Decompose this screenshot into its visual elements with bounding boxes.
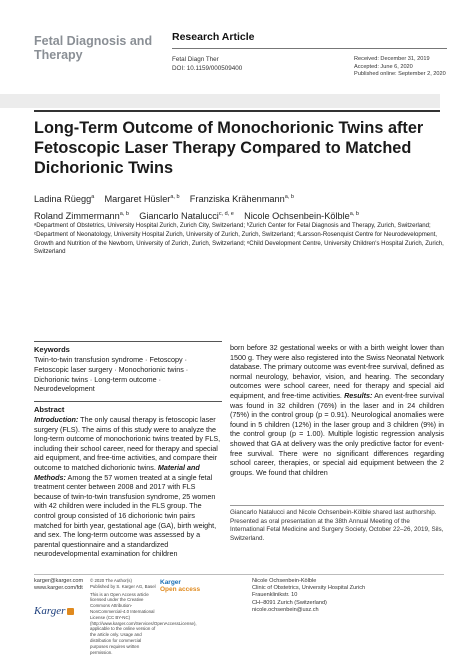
title-divider: [34, 110, 440, 112]
abstract-results-label: Results:: [344, 390, 373, 400]
license-text: This is an Open Access article licensed under the Creative Commons Attribution-NonCommercial-4.0 International License (CC BY-NC) (http://www.karger.com/Services/OpenAccessLicense), applicable to the online version of the article only. Usage and distribution for commercial purposes requires written permission.: [90, 591, 197, 655]
author-affil-mark: a, b: [284, 194, 294, 200]
author-affil-mark: a, b: [170, 194, 180, 200]
date-accepted: Accepted: June 6, 2020: [354, 63, 413, 70]
affiliations: ᵃDepartment of Obstetrics, University Hospital Zurich, Zurich City, Switzerland; ᵇZurich Center for Fetal Diagnosis and Therapy, Zurich, Switzerland; ᶜDepartment of Neonatology, University Hospital Zurich, University of Zurich, Zurich, Switzerland; ᵈLarsson-Rosenquist Centre for Neurodevelopment, Growth and Nutrition of the Newborn, University of Zurich, Zurich, Switzerland; ᵉChild Development Centre, University Children's Hospital Zurich, Zurich, Switzerland: [34, 222, 444, 256]
abstract-results-text: An event-free survival was found in 32 children (76%) in the laser and in 24 children (75%) in the control group (p = 0.91). Neurological anomalies were found in 5 children (12%) in the laser group and 3 children (9%) in the control group (p = 1.00). Multiple logistic regression analysis showed that GA at delivery was the only predictive factor for event-free survival. There were no significant differences regarding school career, therapies, or special aid equipment between the 2 groups. We found that children: [230, 390, 445, 477]
author: Franziska Krähenmann: [189, 194, 285, 205]
note-presentation: Presented as oral presentation at the 38th Annual Meeting of the International Fetal Medicine and Surgery Society, October 22–26, 2019, Sils, Switzerland.: [230, 517, 444, 542]
corr-street: Frauenklinikstr. 10: [252, 592, 298, 599]
article-dates: [354, 56, 446, 79]
author-affil-mark: c, d, e: [218, 211, 234, 218]
author: Margaret Hüsler: [104, 194, 171, 205]
abstract-heading: Abstract: [34, 405, 65, 414]
abstract-methods-text: Among the 57 women treated at a single fetal treatment center between 2008 and 2017 with FLS because of twin-to-twin transfusion syndrome, 25 women with 42 children were included in the FLS group. The control group consisted of 16 dichorionic twin pairs matched for birth year, gestational age (GA), birth weight, and sex. The long-term outcome was assessed by a parental questionnaire and a standardized neurodevelopmental examination for children: [34, 472, 217, 559]
note-shared-authorship: Giancarlo Natalucci and Nicole Ochsenbein-Kölble shared last authorship.: [230, 509, 437, 516]
publisher-website[interactable]: www.karger.com/fdt: [34, 585, 83, 592]
citation-doi[interactable]: DOI: 10.1159/000509400: [172, 64, 243, 72]
abstract-text: [34, 415, 222, 559]
abstract-intro-text: The only causal therapy is fetoscopic laser surgery (FLS). The aims of this study were to analyze the long-term outcome of monochorionic twins treated by FLS, including their school career, need for therapy and special aid equipment, and free-time activities, and compare their outcome to matched dichorionic twins.: [34, 415, 221, 472]
notes-divider: [230, 505, 444, 506]
author: Ladina Rüegg: [34, 194, 92, 205]
date-published: Published online: September 2, 2020: [354, 71, 446, 78]
copyright-line: © 2020 The Author(s): [90, 578, 132, 583]
abstract-cont-text: born before 32 gestational weeks or with a birth weight lower than 1500 g. They were also registered into the Swiss Neonatal Network database. The primary outcome was event-free survival, defined as normal neurology, behavior, vision, and hearing. The secondary outcomes were school career, need for therapy and special aid equipment, and free-time activities.: [230, 343, 445, 400]
author-line-1: [34, 190, 444, 207]
footer-divider: [34, 574, 444, 575]
publisher-email[interactable]: karger@karger.com: [34, 578, 84, 584]
journal-name: Fetal Diagnosis and Therapy: [34, 34, 153, 62]
keywords-heading: Keywords: [34, 345, 70, 354]
corr-dept: Clinic of Obstetrics, University Hospital Zurich: [252, 585, 366, 592]
keywords-divider: [34, 341, 222, 342]
author-list: [34, 190, 444, 224]
corr-name: Nicole Ochsenbein-Kölble: [252, 578, 317, 584]
karger-logo-text: Karger: [34, 605, 66, 617]
oa-badge-bottom: Open access: [160, 586, 201, 593]
article-title: Long-Term Outcome of Monochorionic Twins after Fetoscopic Laser Therapy Compared to Matched Dichorionic Twins: [34, 119, 424, 177]
correspondence-block: [252, 578, 444, 614]
author-affil-mark: a, b: [119, 211, 129, 218]
author: Nicole Ochsenbein-Kölble: [244, 211, 350, 222]
citation-block: [172, 56, 242, 73]
abstract-intro-label: Introduction:: [34, 415, 79, 424]
decorative-band: [0, 94, 440, 108]
open-access-badge: [160, 579, 205, 592]
citation-journal: Fetal Diagn Ther: [172, 56, 219, 63]
publisher-contact: [34, 578, 83, 592]
author: Roland Zimmermann: [34, 211, 120, 222]
author-affil-mark: a, b: [349, 211, 359, 218]
author: Giancarlo Natalucci: [139, 211, 219, 222]
karger-logo: [34, 605, 74, 617]
abstract-continued: [230, 343, 444, 477]
abstract-divider: [34, 401, 222, 402]
corr-email[interactable]: nicole.ochsenbein@usz.ch: [252, 606, 319, 613]
article-type-label: Research Article: [172, 31, 255, 43]
date-received: Received: December 31, 2019: [354, 56, 430, 62]
abstract-methods-label: Material and Methods:: [34, 462, 200, 482]
header-divider: [172, 48, 447, 49]
corr-city: CH–8091 Zurich (Switzerland): [252, 599, 327, 606]
author-notes: [230, 509, 444, 543]
logo-mark-icon: [67, 608, 74, 615]
oa-badge-top: Karger: [160, 579, 181, 586]
keywords-text: Twin-to-twin transfusion syndrome · Fetoscopy · Fetoscopic laser surgery · Monochorionic twins · Dichorionic twins · Long-term outcome · Neurodevelopment: [34, 355, 189, 394]
publisher-line: Published by S. Karger AG, Basel: [90, 583, 156, 589]
author-affil-mark: a: [91, 194, 95, 200]
